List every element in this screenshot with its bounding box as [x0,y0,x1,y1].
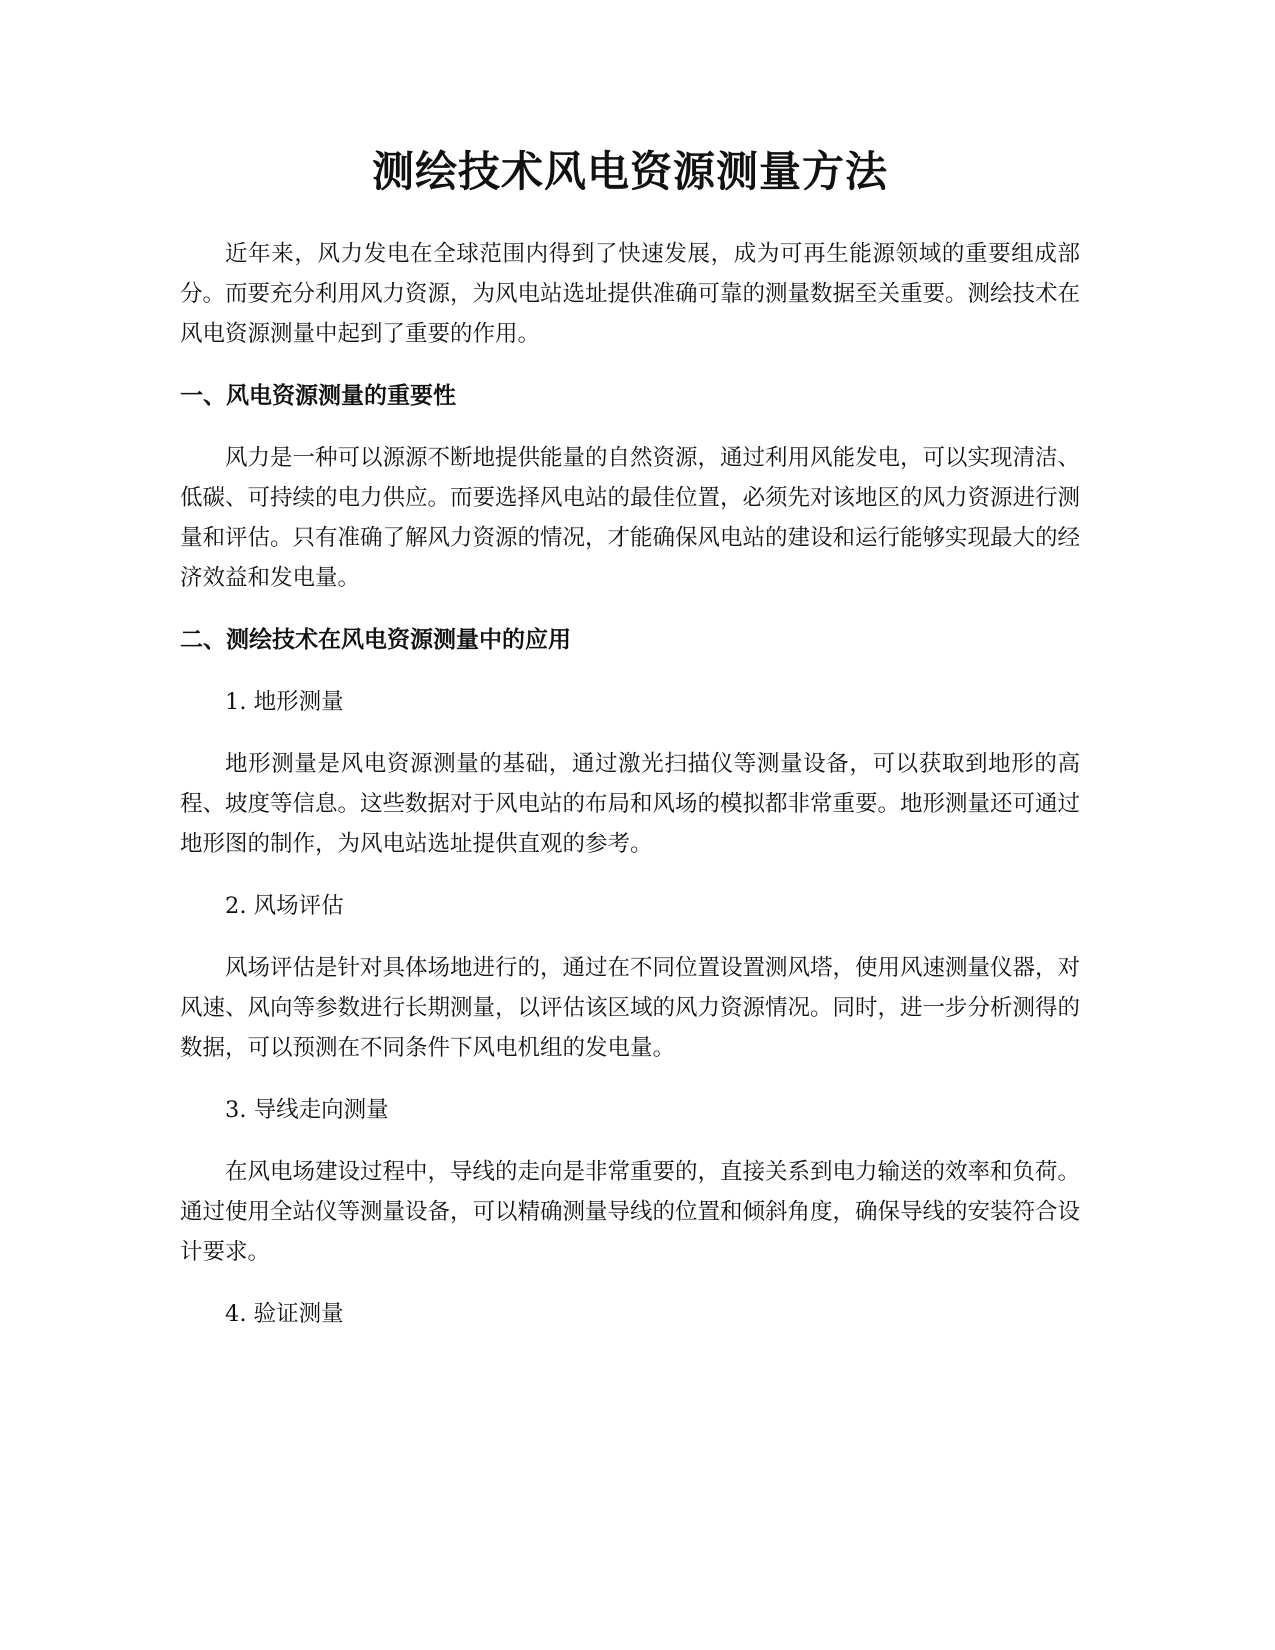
paragraph-wind-field-assessment: 风场评估是针对具体场地进行的，通过在不同位置设置测风塔，使用风速测量仪器，对风速、风向等参数进行长期测量，以评估该区域的风力资源情况。同时，进一步分析测得的数据，可以预测在不同条件下风电机组的发电量。 [180,955,1081,1061]
section-heading-applications: 二、测绘技术在风电资源测量中的应用 [180,627,571,653]
paragraph-terrain-survey: 地形测量是风电资源测量的基础，通过激光扫描仪等测量设备，可以获取到地形的高程、坡度等信息。这些数据对于风电站的布局和风场的模拟都非常重要。地形测量还可通过地形图的制作，为风电站选址提供直观的参考。 [180,751,1081,857]
section-body-importance: 风力是一种可以源源不断地提供能量的自然资源，通过利用风能发电，可以实现清洁、低碳、可持续的电力供应。而要选择风电站的最佳位置，必须先对该地区的风力资源进行测量和评估。只有准确了解风力资源的情况，才能确保风电站的建设和运行能够实现最大的经济效益和发电量。 [180,445,1081,591]
subheading-terrain-survey: 1. 地形测量 [225,689,344,715]
document-page [180,140,1080,1334]
intro-paragraph: 近年来，风力发电在全球范围内得到了快速发展，成为可再生能源领域的重要组成部分。而要充分利用风力资源，为风电站选址提供准确可靠的测量数据至关重要。测绘技术在风电资源测量中起到了重要的作用。 [180,241,1081,347]
subheading-wind-field-assessment: 2. 风场评估 [225,893,344,919]
subheading-wire-route-survey: 3. 导线走向测量 [225,1097,389,1123]
section-heading-importance: 一、风电资源测量的重要性 [180,383,456,409]
paragraph-wire-route-survey: 在风电场建设过程中，导线的走向是非常重要的，直接关系到电力输送的效率和负荷。通过使用全站仪等测量设备，可以精确测量导线的位置和倾斜角度，确保导线的安装符合设计要求。 [180,1159,1081,1265]
subheading-verification-survey: 4. 验证测量 [225,1301,344,1327]
document-title: 测绘技术风电资源测量方法 [371,147,888,196]
